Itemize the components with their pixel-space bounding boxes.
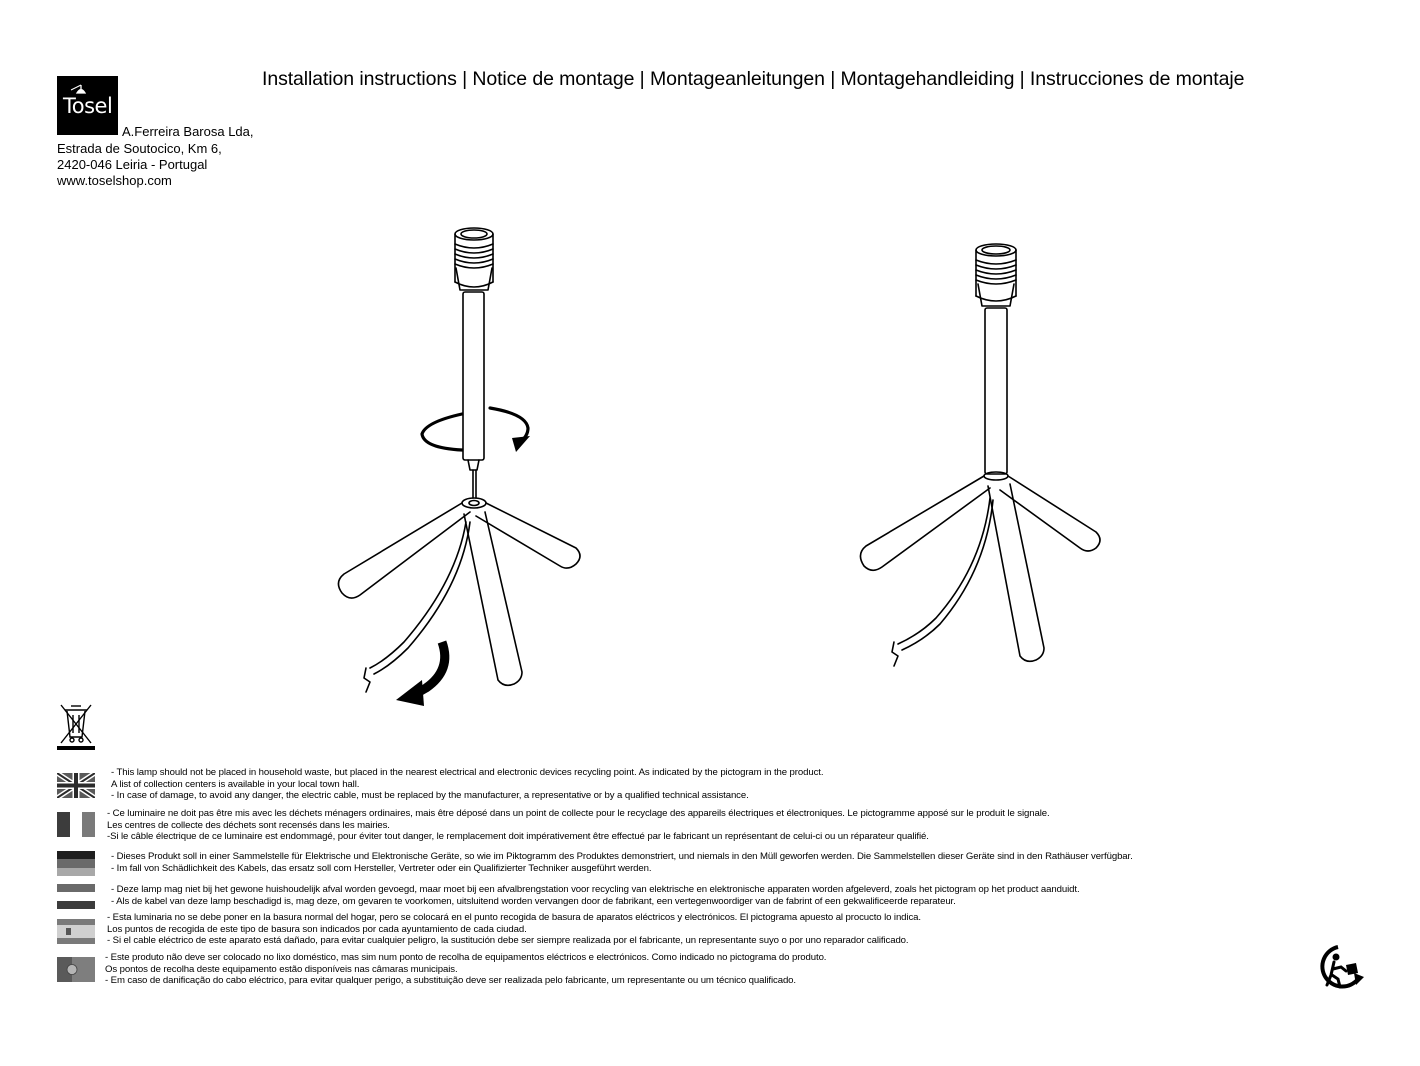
text-line: - Em caso de danificação do cabo eléctrico, para evitar qualquer perigo, a substituição deve ser realizada pelo fabricante, um representante ou um técnico qualificado.	[105, 975, 796, 987]
rotate-arrow-icon	[422, 408, 530, 452]
text-line: - Ce luminaire ne doit pas être mis avec les déchets ménagers ordinaires, mais être déposé dans un point de collecte pour le recyclage des appareils électriques et électroniques. Le pictogramme apposé sur le produit le signale.	[107, 808, 1050, 819]
company-city: 2420-046 Leiria - Portugal	[57, 157, 208, 172]
text-line: - Deze lamp mag niet bij het gewone huishoudelijk afval worden gevoegd, maar moet bij een afvalbrengstation voor recycling van elektrische en elektronische apparaten worden afgeleverd, zoals het pictogram op het product aanduidt.	[111, 884, 1080, 895]
spain-flag-icon	[57, 919, 95, 944]
text-line: - This lamp should not be placed in household waste, but placed in the nearest electrical and electronic devices recycling point. As indicated by the pictogram in the product.	[111, 767, 824, 778]
text-line: - Esta luminaria no se debe poner en la basura normal del hogar, pero se colocará en el punto recogida de basura de aparatos eléctricos y electrónicos. El pictograma apuesto al procucto lo indica.	[107, 912, 921, 923]
text-line: - In case of damage, to avoid any danger, the electric cable, must be replaced by the manufacturer, a representative or by a qualified technical assistance.	[111, 790, 749, 802]
recycle-person-icon	[1316, 943, 1368, 991]
text-line: - Si el cable eléctrico de este aparato está dañado, para evitar cualquier peligro, la sustitución debe ser siempre realizada por el fabricante, un representante suyo o por uno reparador calificado.	[107, 935, 909, 947]
text-line: - Im fall von Schädlichkeit des Kabels, das ersatz soll com Hersteller, Vertreter oder ein Qualifizierter Techniker ausgeführt werden.	[111, 862, 652, 874]
brand-logo	[57, 76, 118, 135]
portugal-flag-icon	[57, 957, 95, 982]
company-street: Estrada de Soutocico, Km 6,	[57, 141, 222, 156]
germany-flag-icon	[57, 851, 95, 876]
company-name: A.Ferreira Barosa Lda,	[122, 124, 254, 139]
text-line: - Este produto não deve ser colocado no lixo doméstico, mas sim num ponto de recolha de equipamentos eléctricos e electrónicos. Como indicado no pictograma do produto.	[105, 952, 827, 963]
text-line: Los puntos de recogida de este tipo de basura son indicados por cada ayuntamiento de cada ciudad.	[107, 923, 527, 935]
company-website: www.toselshop.com	[57, 173, 172, 188]
assembly-step-2	[850, 236, 1110, 676]
brand-name: Tosel	[63, 94, 113, 118]
netherlands-flag-icon	[57, 884, 95, 909]
text-line: - Dieses Produkt soll in einer Sammelstelle für Elektrische und Elektronische Geräte, so wie im Piktogramm des Produktes demonstriert, und niemals in den Müll geworfen werden. Die Sammelstellen dieser Geräte sind in den Rathäuser verfügbar.	[111, 851, 1133, 862]
text-line: Os pontos de recolha deste equipamento estão disponíveis nas câmaras municipais.	[105, 963, 458, 975]
uk-flag-icon	[57, 773, 95, 798]
france-flag-icon	[57, 812, 95, 837]
text-line: Les centres de collecte des déchets sont recensés dans les mairies.	[107, 819, 390, 831]
text-line: -Si le câble électrique de ce luminaire est endommagé, pour éviter tout danger, le remplacement doit impérativement être effectué par le fabricant un représentant de celui-ci ou un réparateur qualifié.	[107, 831, 929, 843]
page-title: Installation instructions | Notice de montage | Montageanleitungen | Montagehandleiding | Instrucciones de montaje	[262, 68, 1245, 90]
text-line: A list of collection centers is available in your local town hall.	[111, 778, 360, 790]
text-line: - Als de kabel van deze lamp beschadigd is, mag deze, om gevaren te voorkomen, uitsluitend worden vervangen door de fabrikant, een vertegenwoordiger van de fabrint of een gekwalificeerde reparateur.	[111, 895, 956, 907]
crossed-bin-icon	[57, 703, 95, 751]
assembly-step-1	[330, 222, 590, 712]
